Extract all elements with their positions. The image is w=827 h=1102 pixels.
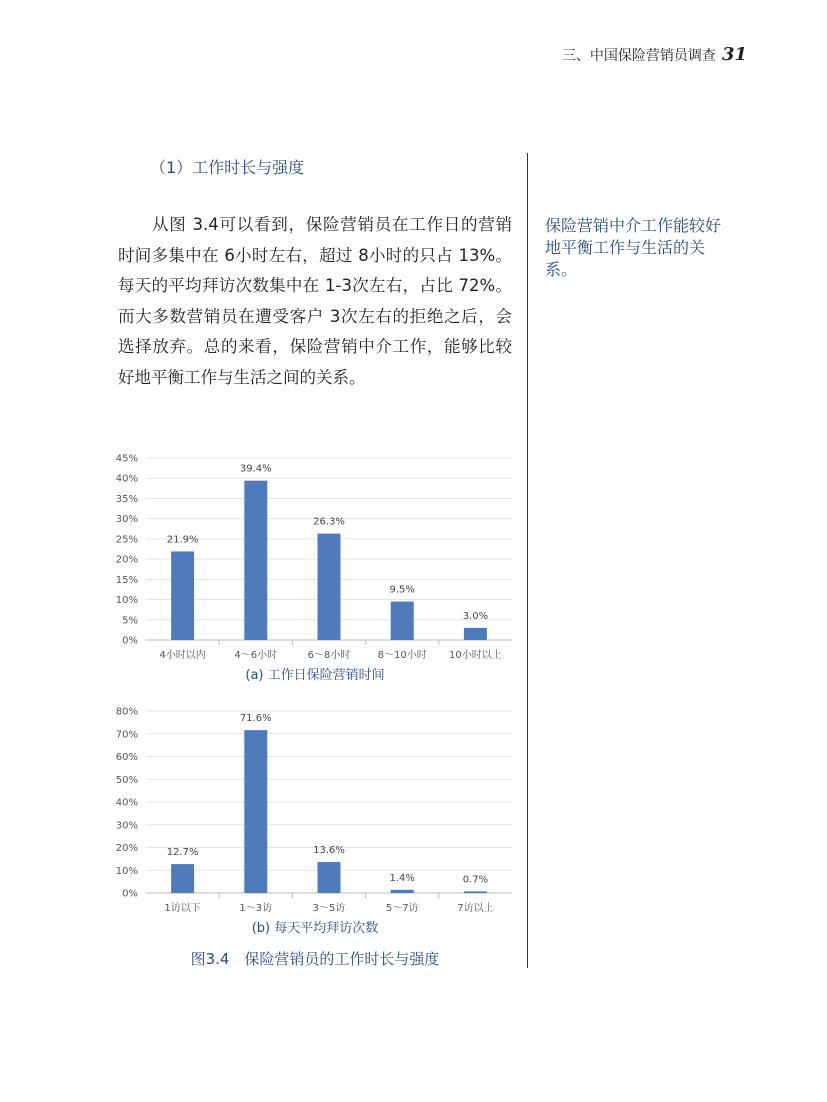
page-number: 31 — [721, 44, 747, 65]
work-hours-data-label: 9.5% — [389, 584, 415, 596]
visit-count-bar — [464, 891, 487, 893]
work-hours-y-tick-label: 25% — [115, 534, 138, 546]
visit-count-y-tick-label: 60% — [115, 752, 138, 763]
visit-count-category-label: 7访以上 — [457, 903, 494, 914]
column-divider — [527, 153, 528, 968]
work-hours-y-tick-label: 5% — [122, 615, 138, 627]
work-hours-y-tick-label: 45% — [115, 453, 138, 465]
work-hours-category-label: 6～8小时 — [307, 650, 351, 661]
visit-count-y-tick-label: 0% — [122, 888, 138, 900]
visit-count-data-label: 12.7% — [166, 847, 199, 859]
visit-count-data-label: 1.4% — [389, 872, 415, 884]
work-hours-category-label: 4小时以内 — [159, 650, 206, 661]
work-hours-bar — [244, 481, 267, 640]
work-hours-y-tick-label: 15% — [115, 574, 138, 586]
header-title: 三、中国保险营销员调查 — [561, 48, 716, 64]
visit-count-y-tick-label: 10% — [115, 865, 138, 877]
visit-count-bar — [244, 730, 267, 893]
visit-count-data-label: 71.6% — [239, 713, 272, 725]
visit-count-bar — [391, 890, 414, 893]
chart-visit-count-svg — [100, 703, 520, 918]
margin-note: 保险营销中介工作能较好地平衡工作与生活的关系。 — [545, 216, 722, 279]
work-hours-bar — [391, 602, 414, 640]
visit-count-category-label: 1访以下 — [164, 903, 201, 914]
visit-count-category-label: 3～5访 — [312, 903, 346, 914]
work-hours-y-tick-label: 30% — [115, 514, 138, 526]
visit-count-y-tick-label: 30% — [115, 820, 138, 832]
work-hours-data-label: 39.4% — [239, 463, 272, 475]
work-hours-y-tick-label: 0% — [122, 635, 138, 647]
chart-work-hours-caption: (a) 工作日保险营销时间 — [245, 668, 385, 683]
visit-count-category-label: 5～7访 — [385, 903, 419, 914]
visit-count-y-tick-label: 80% — [115, 706, 138, 718]
chart-work-hours — [100, 450, 520, 665]
section-title: （1）工作时长与强度 — [150, 158, 305, 177]
work-hours-bar — [171, 551, 194, 640]
visit-count-bar — [171, 864, 194, 893]
work-hours-y-tick-label: 20% — [115, 554, 138, 566]
visit-count-data-label: 0.7% — [462, 874, 489, 886]
chart-visit-count — [100, 703, 520, 918]
work-hours-y-tick-label: 40% — [115, 473, 138, 485]
work-hours-data-label: 26.3% — [313, 516, 345, 528]
work-hours-data-label: 3.0% — [462, 610, 489, 622]
chart-visit-count-caption: (b) 每天平均拜访次数 — [251, 921, 379, 936]
work-hours-data-label: 21.9% — [166, 534, 199, 546]
visit-count-category-label: 1～3访 — [239, 903, 273, 914]
work-hours-y-tick-label: 10% — [115, 595, 138, 607]
visit-count-y-tick-label: 50% — [115, 774, 138, 786]
work-hours-category-label: 8～10小时 — [377, 650, 427, 661]
visit-count-y-tick-label: 70% — [115, 729, 138, 741]
chart-work-hours-svg — [100, 450, 520, 665]
visit-count-y-tick-label: 40% — [115, 797, 138, 809]
visit-count-data-label: 13.6% — [313, 845, 345, 857]
visit-count-bar — [318, 862, 341, 893]
work-hours-category-label: 10小时以上 — [449, 650, 502, 661]
body-paragraph: 从图 3.4可以看到，保险营销员在工作日的营销时间多集中在 6小时左右，超过 8小时的只占 13%。每天的平均拜访次数集中在 1-3次左右，占比 72%。而大多数营销员在遭受客户 3次左右的拒绝之后，会选择放弃。总的来看，保险营销中介工作，能够比较好地平衡工作与生活之间的关系。 — [118, 215, 512, 387]
figure-caption: 图3.4 保险营销员的工作时长与强度 — [190, 950, 440, 968]
work-hours-bar — [464, 628, 487, 640]
work-hours-y-tick-label: 35% — [115, 493, 138, 505]
work-hours-category-label: 4～6小时 — [234, 650, 278, 661]
visit-count-y-tick-label: 20% — [115, 843, 138, 854]
work-hours-bar — [318, 534, 341, 640]
running-header — [562, 44, 747, 65]
